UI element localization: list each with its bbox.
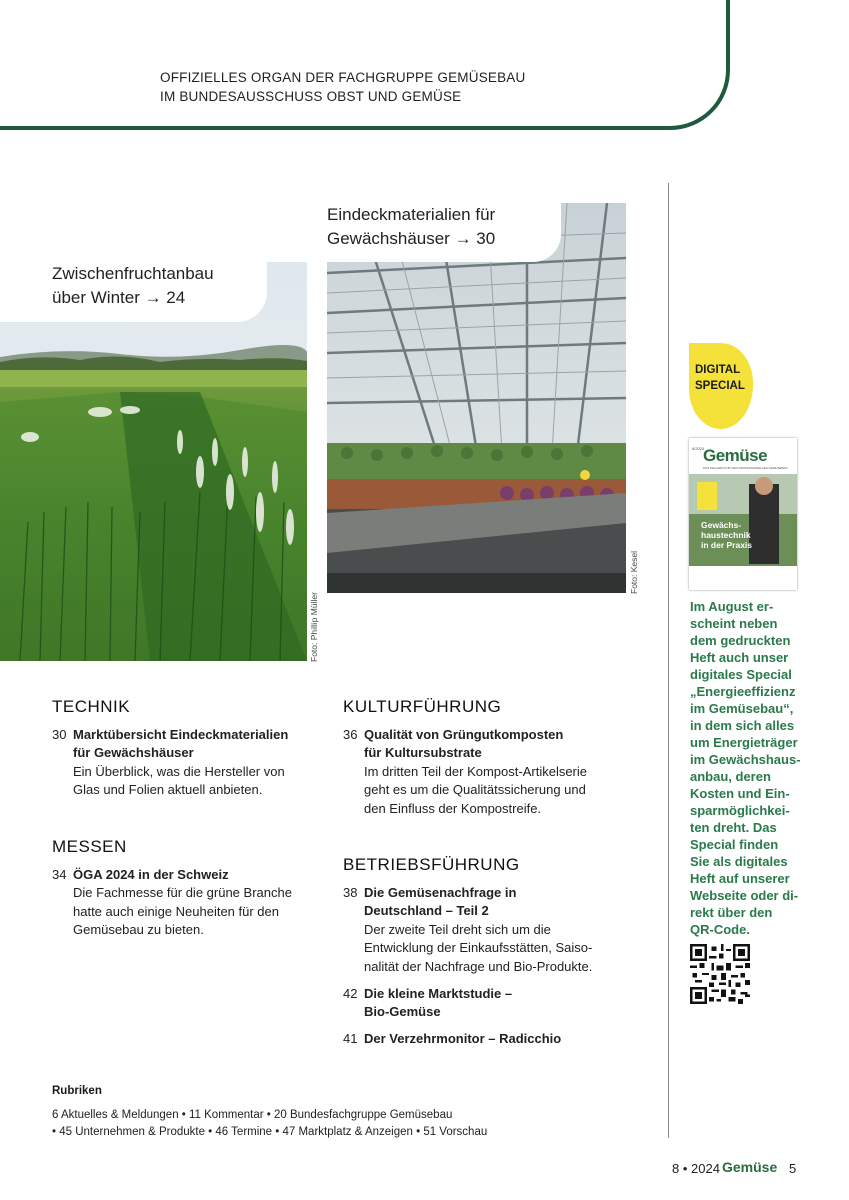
greenhouse-caption-line-2: Gewächshäuser → 30: [327, 229, 496, 248]
greenhouse-caption-line-1: Eindeckmaterialien für: [327, 205, 496, 224]
magazine-cover-thumbnail[interactable]: [689, 438, 797, 590]
toc-title-line-1: Qualität von Grüngutkomposten: [364, 727, 564, 742]
toc-title-line-1: Der Verzehrmonitor – Radicchio: [364, 1031, 562, 1046]
toc-desc-line-2: hatte auch einige Neuheiten für den: [73, 904, 279, 919]
toc-desc-line-3: Gemüsebau zu bieten.: [73, 922, 204, 937]
toc-title-line-2: für Kultursubstrate: [364, 745, 482, 760]
cover-issue: 8/2024: [692, 446, 705, 451]
qr-code[interactable]: [690, 944, 750, 1004]
sidebar-text-line: anbau, deren: [690, 769, 771, 784]
toc-desc-line-2: Glas und Folien aktuell anbieten.: [73, 782, 263, 797]
cover-headline: [701, 520, 752, 550]
cover-headline-line-2: haustechnik: [701, 530, 751, 540]
field-photo-credit: Foto: Phillip Müller: [309, 592, 319, 662]
header-frame: [0, 0, 730, 130]
toc-page-number: 36: [343, 727, 358, 742]
issue-number: 8 • 2024: [672, 1161, 720, 1176]
sidebar-text-line: sparmöglichkei-: [690, 803, 790, 818]
cover-headline-line-3: in der Praxis: [701, 540, 753, 550]
sidebar-divider: [668, 183, 669, 1138]
sidebar-text-line: Special finden: [690, 837, 779, 852]
sidebar-text-line: im Gewächshaus-: [690, 752, 801, 767]
greenhouse-photo-caption[interactable]: [327, 203, 561, 262]
sidebar-text-line: Sie als digitales: [690, 854, 788, 869]
footer-logo: Gemüse: [722, 1159, 778, 1175]
masthead-line-2: IM BUNDESAUSSCHUSS OBST UND GEMÜSE: [160, 89, 462, 104]
sidebar-text-line: in dem sich alles: [690, 718, 795, 733]
digital-special-text: [690, 598, 810, 938]
toc-desc-line-1: Die Fachmesse für die grüne Branche: [73, 885, 292, 900]
toc-desc-line-2: Entwicklung der Einkaufsstätten, Saiso-: [364, 940, 593, 955]
toc-desc-line-1: Im dritten Teil der Kompost-Artikelserie: [364, 764, 588, 779]
toc-page-number: 42: [343, 986, 358, 1001]
rubriken-heading: Rubriken: [52, 1085, 102, 1097]
section-heading-betriebsfuehrung: BETRIEBSFÜHRUNG: [343, 855, 520, 874]
digital-special-badge: [689, 343, 753, 429]
sidebar-text-line: um Energieträger: [690, 735, 798, 750]
sidebar-text-line: QR-Code.: [690, 922, 750, 937]
toc-page-number: 34: [52, 867, 67, 882]
toc-title-line-1: ÖGA 2024 in der Schweiz: [73, 867, 229, 882]
rubriken-line-2: • 45 Unternehmen & Produkte • 46 Termine • 47 Marktplatz & Anzeigen • 51 Vorschau: [52, 1126, 488, 1138]
sidebar-text-line: im Gemüsebau“,: [690, 701, 794, 716]
sidebar-text-line: scheint neben: [690, 616, 778, 631]
badge-line-1: DIGITAL: [695, 364, 741, 376]
rubriken-line-1: 6 Aktuelles & Meldungen • 11 Kommentar • 20 Bundesfachgruppe Gemüsebau: [52, 1109, 453, 1121]
toc-page-number: 41: [343, 1031, 358, 1046]
masthead-text: [160, 68, 525, 106]
sidebar-text-line: „Energieeffizienz: [690, 684, 796, 699]
section-heading-kulturfuehrung: KULTURFÜHRUNG: [343, 697, 502, 716]
toc-title-line-1: Marktübersicht Eindeckmaterialien: [73, 727, 289, 742]
toc-title-line-1: Die kleine Marktstudie –: [364, 986, 513, 1001]
cover-subtitle: DAS MAGAZIN FÜR DEN PROFESSIONELLEN GEMÜSEBAU: [703, 466, 788, 470]
toc-desc-line-3: nalität der Nachfrage und Bio-Produkte.: [364, 959, 593, 974]
page-number: 5: [789, 1161, 797, 1176]
section-heading-messen: MESSEN: [52, 837, 127, 856]
cover-headline-line-1: Gewächs-: [701, 520, 742, 530]
toc-title-line-2: Bio-Gemüse: [364, 1004, 441, 1019]
cover-footer: [689, 568, 797, 590]
toc-page-number: 30: [52, 727, 67, 742]
toc-desc-line-1: Ein Überblick, was die Hersteller von: [73, 764, 285, 779]
field-photo-caption[interactable]: [0, 262, 267, 322]
field-caption-line-1: Zwischenfruchtanbau: [52, 264, 214, 283]
toc-title-line-1: Die Gemüsenachfrage in: [364, 885, 517, 900]
sidebar-text-line: Webseite oder di-: [690, 888, 799, 903]
sidebar-text-line: ten dreht. Das: [690, 820, 777, 835]
toc-desc-line-2: geht es um die Qualitätssicherung und: [364, 782, 586, 797]
toc-title-line-2: Deutschland – Teil 2: [364, 903, 489, 918]
masthead-line-1: OFFIZIELLES ORGAN DER FACHGRUPPE GEMÜSEBAU: [160, 70, 526, 85]
toc-title-line-2: für Gewächshäuser: [73, 745, 194, 760]
sidebar-text-line: Kosten und Ein-: [690, 786, 790, 801]
sidebar-text-line: dem gedruckten: [690, 633, 791, 648]
greenhouse-photo-credit: Foto: Kesel: [629, 551, 639, 594]
section-heading-technik: TECHNIK: [52, 697, 131, 716]
sidebar-text-line: Heft auch unser: [690, 650, 789, 665]
toc-desc-line-3: den Einfluss der Kompostreife.: [364, 801, 542, 816]
sidebar-text-line: Im August er-: [690, 599, 774, 614]
sidebar-text-line: rekt über den: [690, 905, 773, 920]
sidebar-text-line: Heft auf unserer: [690, 871, 790, 886]
badge-line-2: SPECIAL: [695, 380, 745, 392]
toc-page-number: 38: [343, 885, 358, 900]
cover-logo: Gemüse: [703, 446, 768, 465]
sidebar-text-line: digitales Special: [690, 667, 792, 682]
toc-desc-line-1: Der zweite Teil dreht sich um die: [364, 922, 551, 937]
field-caption-line-2: über Winter → 24: [52, 288, 186, 307]
